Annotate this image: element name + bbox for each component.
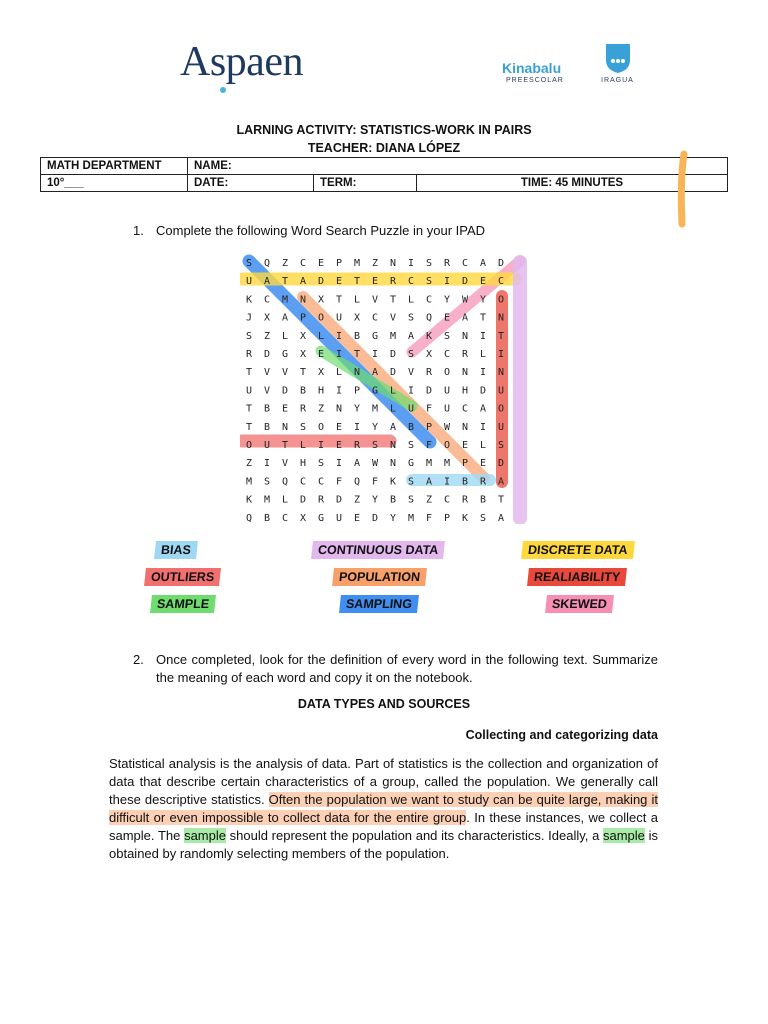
grid-letter: C — [461, 403, 469, 415]
grid-letter: S — [407, 476, 415, 488]
grid-letter: C — [443, 494, 451, 506]
grid-letter: R — [389, 276, 397, 288]
grid-letter: E — [317, 349, 325, 360]
grid-letter: A — [353, 458, 361, 470]
grid-letter: L — [317, 330, 325, 342]
grid-letter: Z — [245, 458, 253, 470]
grid-letter: D — [281, 385, 289, 397]
grid-letter: E — [353, 512, 361, 524]
grid-letter: Z — [353, 494, 361, 506]
grid-letter: L — [335, 367, 343, 379]
grid-letter: K — [461, 512, 469, 524]
grid-letter: T — [245, 421, 253, 433]
grid-letter: H — [461, 385, 469, 397]
grid-letter: M — [281, 294, 289, 306]
grid-letter: S — [299, 421, 307, 433]
grid-letter: L — [353, 294, 361, 306]
grid-letter: U — [407, 403, 415, 415]
grid-letter: I — [371, 349, 379, 360]
grid-letter: Q — [425, 312, 433, 324]
grid-letter: S — [425, 258, 433, 269]
grid-letter: N — [461, 421, 469, 433]
grid-letter: U — [245, 276, 253, 288]
grid-letter: D — [317, 276, 325, 288]
grid-letter: C — [425, 294, 433, 306]
grid-letter: B — [353, 330, 361, 342]
grid-letter: R — [461, 494, 469, 506]
grid-letter: L — [281, 330, 289, 342]
grid-letter: S — [245, 330, 253, 342]
grid-letter: W — [461, 294, 469, 306]
grid-letter: N — [389, 258, 397, 269]
grid-letter: N — [335, 403, 343, 415]
subsection-title: Collecting and categorizing data — [465, 728, 658, 742]
grid-letter: A — [497, 512, 505, 524]
grid-letter: O — [443, 367, 451, 379]
grid-letter: R — [461, 349, 469, 360]
grid-letter: Q — [245, 512, 253, 524]
grid-letter: X — [317, 294, 325, 306]
grid-letter: I — [353, 421, 361, 433]
grid-letter: V — [371, 294, 379, 306]
grid-letter: I — [443, 276, 451, 288]
grid-letter: U — [443, 385, 451, 397]
grid-letter: T — [245, 367, 253, 379]
grid-letter: D — [263, 349, 271, 360]
grid-letter: G — [371, 385, 379, 397]
grid-letter: X — [353, 312, 361, 324]
grid-letter: I — [317, 440, 325, 451]
grid-letter: G — [407, 458, 415, 470]
letter-layer — [246, 258, 504, 524]
grid-letter: D — [497, 458, 505, 470]
grid-letter: F — [425, 440, 433, 451]
grid-letter: L — [389, 385, 397, 397]
grid-letter: M — [425, 458, 433, 470]
paragraph-part: is obtained by randomly selecting members of the population. — [109, 828, 658, 861]
grid-letter: N — [389, 440, 397, 451]
term-field[interactable]: TERM: — [314, 175, 417, 192]
grid-letter: L — [479, 349, 487, 360]
grid-letter: F — [425, 403, 433, 415]
grid-letter: L — [299, 440, 307, 451]
grid-letter: C — [407, 276, 415, 288]
tag-population: POPULATION — [332, 568, 427, 586]
grid-letter: M — [407, 512, 415, 524]
grid-letter: R — [425, 367, 433, 379]
grid-letter: V — [407, 367, 415, 379]
grid-letter: Y — [371, 421, 379, 433]
grid-letter: A — [479, 258, 487, 269]
name-field[interactable]: NAME: — [188, 158, 728, 175]
grid-letter: I — [335, 385, 343, 397]
grid-letter: C — [443, 349, 451, 360]
grid-letter: I — [497, 349, 505, 360]
q1-number: 1. — [133, 223, 144, 238]
grid-letter: M — [353, 258, 361, 269]
time-cell: TIME: 45 MINUTES — [417, 175, 728, 192]
grid-letter: J — [245, 312, 253, 324]
grid-letter: F — [371, 476, 379, 488]
grid-letter: E — [335, 421, 343, 433]
grid-letter: P — [425, 421, 433, 433]
grid-letter: I — [335, 458, 343, 470]
grid-letter: A — [425, 476, 433, 488]
grid-letter: S — [371, 440, 379, 451]
tag-sample: SAMPLE — [150, 595, 216, 613]
grid-letter: P — [335, 258, 343, 269]
grid-letter: V — [389, 312, 397, 324]
grid-letter: I — [335, 349, 343, 360]
grid-letter: V — [263, 385, 271, 397]
grid-letter: P — [461, 458, 469, 470]
grid-letter: N — [461, 367, 469, 379]
grid-letter: C — [299, 258, 307, 269]
grid-letter: T — [353, 276, 361, 288]
grid-letter: Q — [263, 258, 271, 269]
grid-letter: C — [281, 512, 289, 524]
grid-letter: A — [407, 330, 415, 342]
logo-dot-icon — [219, 86, 227, 94]
grid-letter: I — [263, 458, 271, 470]
grid-letter: T — [479, 312, 487, 324]
grid-letter: E — [281, 403, 289, 415]
grid-letter: E — [461, 440, 469, 451]
grid-letter: G — [371, 330, 379, 342]
grid-letter: I — [479, 367, 487, 379]
grid-letter: E — [335, 440, 343, 451]
grid-letter: T — [335, 294, 343, 306]
iragua-logo-text: IRAGUA — [601, 77, 634, 84]
grid-letter: E — [335, 276, 343, 288]
word-search-grid — [240, 252, 540, 524]
grid-letter: H — [317, 385, 325, 397]
grid-letter: U — [497, 385, 505, 397]
grid-letter: S — [407, 494, 415, 506]
grid-letter: C — [497, 276, 505, 288]
grid-letter: V — [281, 367, 289, 379]
grid-letter: S — [317, 458, 325, 470]
grid-letter: M — [371, 403, 379, 415]
grid-letter: X — [317, 367, 325, 379]
grid-letter: R — [443, 258, 451, 269]
grid-letter: E — [479, 276, 487, 288]
grid-letter: X — [299, 512, 307, 524]
marker-scribble — [672, 150, 692, 230]
grid-letter: D — [299, 494, 307, 506]
grid-letter: L — [281, 494, 289, 506]
grid-letter: A — [281, 312, 289, 324]
grid-letter: T — [245, 403, 253, 415]
grid-letter: C — [263, 294, 271, 306]
grid-letter: U — [245, 385, 253, 397]
q1-text: Complete the following Word Search Puzzle in your IPAD — [156, 223, 486, 238]
paragraph-part: . In these instances, we collect a sample. The — [109, 810, 658, 843]
paragraph-part: should represent the population and its characteristics. Ideally, a — [225, 828, 603, 843]
grid-letter: B — [479, 494, 487, 506]
grid-letter: A — [461, 312, 469, 324]
grid-letter: S — [407, 440, 415, 451]
grid-letter: M — [263, 494, 271, 506]
grid-letter: P — [353, 385, 361, 397]
grid-letter: R — [299, 403, 307, 415]
grid-letter: E — [317, 258, 325, 269]
grid-letter: T — [497, 494, 505, 506]
grid-letter: Z — [371, 258, 379, 269]
grid-letter: V — [281, 458, 289, 470]
grid-letter: P — [443, 512, 451, 524]
kinabalu-logo: Kinabalu — [502, 60, 562, 76]
tag-skewed: SKEWED — [545, 595, 614, 613]
grid-letter: E — [479, 458, 487, 470]
paragraph-part: Statistical analysis is the analysis of data. Part of statistics is the collection and organization of data that describe certain characteristics of a group, called the population. We generally call these descriptive statistics. — [109, 756, 658, 807]
grid-letter: S — [263, 476, 271, 488]
grid-letter: Y — [371, 494, 379, 506]
grid-letter: C — [299, 476, 307, 488]
grid-letter: D — [335, 494, 343, 506]
grid-letter: X — [263, 312, 271, 324]
grid-letter: U — [263, 440, 271, 451]
highlighted-population-text: Often the population we want to study can be quite large, making it difficult or even impossible to collect data for the entire group — [109, 792, 658, 825]
grid-letter: D — [389, 349, 397, 360]
iragua-shield-icon — [605, 42, 631, 74]
grid-letter: C — [371, 312, 379, 324]
grid-letter: M — [245, 476, 253, 488]
grid-letter: N — [299, 294, 307, 306]
grid-letter: O — [497, 294, 505, 306]
grid-letter: F — [335, 476, 343, 488]
grid-letter: B — [407, 421, 415, 433]
grid-letter: I — [479, 421, 487, 433]
grid-letter: S — [497, 440, 505, 451]
grid-letter: S — [407, 349, 415, 360]
grid-letter: S — [479, 512, 487, 524]
grid-letter: Z — [425, 494, 433, 506]
header-table — [40, 157, 728, 192]
grid-letter: G — [281, 349, 289, 360]
grid-letter: V — [263, 367, 271, 379]
grid-letter: T — [281, 276, 289, 288]
grid-letter: L — [407, 294, 415, 306]
grid-letter: B — [263, 512, 271, 524]
grid-letter: X — [299, 349, 307, 360]
teacher-title: TEACHER: DIANA LÓPEZ — [307, 141, 461, 155]
grid-letter: A — [497, 476, 505, 488]
grid-letter: B — [299, 385, 307, 397]
grid-letter: C — [461, 258, 469, 269]
grid-letter: D — [479, 385, 487, 397]
highlighted-sample-word: sample — [184, 828, 226, 843]
grid-letter: Y — [443, 294, 451, 306]
grid-letter: R — [479, 476, 487, 488]
grid-letter: X — [299, 330, 307, 342]
grid-letter: W — [371, 458, 379, 470]
grid-letter: S — [425, 276, 433, 288]
tag-discrete-data: DISCRETE DATA — [521, 541, 634, 559]
grid-letter: X — [425, 349, 433, 360]
grid-letter: I — [407, 258, 415, 269]
grid-letter: I — [335, 330, 343, 342]
grid-letter: G — [317, 512, 325, 524]
grid-letter: M — [389, 330, 397, 342]
grid-letter: K — [245, 494, 253, 506]
grid-letter: U — [443, 403, 451, 415]
grid-letter: A — [371, 367, 379, 379]
dept-cell: MATH DEPARTMENT — [41, 158, 188, 175]
grid-letter: O — [497, 403, 505, 415]
grid-letter: I — [479, 330, 487, 342]
grid-letter: N — [497, 312, 505, 324]
grid-letter: E — [371, 276, 379, 288]
grid-letter: L — [389, 403, 397, 415]
tag-outliers: OUTLIERS — [144, 568, 221, 586]
grid-letter: P — [299, 312, 307, 324]
grid-letter: N — [497, 367, 505, 379]
grid-letter: Q — [281, 476, 289, 488]
grid-letter: Z — [281, 258, 289, 269]
grid-letter: K — [389, 476, 397, 488]
grid-letter: Y — [353, 403, 361, 415]
grid-letter: T — [353, 349, 361, 360]
grid-letter: A — [263, 276, 271, 288]
activity-title: LARNING ACTIVITY: STATISTICS-WORK IN PAIRS — [236, 123, 532, 137]
grid-letter: N — [389, 458, 397, 470]
grid-letter: F — [425, 512, 433, 524]
grid-letter: N — [353, 367, 361, 379]
grid-letter: U — [335, 512, 343, 524]
grid-letter: I — [443, 476, 451, 488]
grid-letter: T — [389, 294, 397, 306]
grid-letter: U — [497, 421, 505, 433]
grid-letter: N — [461, 330, 469, 342]
grid-letter: H — [299, 458, 307, 470]
grid-letter: Z — [263, 330, 271, 342]
grid-letter: Y — [389, 512, 397, 524]
grid-letter: N — [281, 421, 289, 433]
grid-letter: R — [317, 494, 325, 506]
q2-text: Once completed, look for the definition of every word in the following text. Summarize the meaning of each word and copy it on the notebook. — [156, 652, 658, 685]
paragraph — [109, 755, 658, 863]
q2-number: 2. — [133, 652, 144, 667]
grid-letter: O — [245, 440, 253, 451]
grid-letter: B — [263, 403, 271, 415]
grid-letter: S — [245, 258, 253, 269]
grid-letter: O — [317, 421, 325, 433]
tag-continuous-data: CONTINUOUS DATA — [311, 541, 445, 559]
grid-letter: B — [389, 494, 397, 506]
tag-bias: BIAS — [154, 541, 198, 559]
grid-letter: D — [371, 512, 379, 524]
grid-letter: D — [425, 385, 433, 397]
grid-letter: A — [389, 421, 397, 433]
grid-letter: I — [407, 385, 415, 397]
grid-letter: S — [443, 330, 451, 342]
grid-letter: W — [443, 421, 451, 433]
grid-letter: B — [461, 476, 469, 488]
grid-letter: O — [443, 440, 451, 451]
grid-letter: R — [245, 349, 253, 360]
grid-letter: S — [407, 312, 415, 324]
grid-letter: T — [299, 367, 307, 379]
grid-letter: Z — [317, 403, 325, 415]
grid-letter: E — [443, 312, 451, 324]
grid-letter: C — [317, 476, 325, 488]
grid-letter: M — [443, 458, 451, 470]
grid-letter: Y — [479, 294, 487, 306]
kinabalu-subtitle: PREESCOLAR — [506, 77, 564, 84]
grid-letter: T — [281, 440, 289, 451]
highlighted-sample-word: sample — [602, 828, 645, 843]
date-field[interactable]: DATE: — [188, 175, 314, 192]
grid-letter: K — [245, 294, 253, 306]
grid-letter: T — [497, 330, 505, 342]
tag-sampling: SAMPLING — [339, 595, 419, 613]
grid-letter: B — [263, 421, 271, 433]
grid-letter: U — [335, 312, 343, 324]
grid-letter: Q — [353, 476, 361, 488]
grid-letter: O — [317, 312, 325, 324]
grade-field[interactable]: 10°___ — [41, 175, 188, 192]
grid-letter: D — [389, 367, 397, 379]
aspaen-logo: Aspaen — [180, 39, 303, 85]
grid-letter: A — [479, 403, 487, 415]
grid-letter: R — [353, 440, 361, 451]
grid-letter: D — [497, 258, 505, 269]
section-title: DATA TYPES AND SOURCES — [297, 697, 471, 711]
grid-letter: A — [299, 276, 307, 288]
grid-letter: L — [479, 440, 487, 451]
tag-realiability: REALIABILITY — [527, 568, 627, 586]
grid-letter: D — [461, 276, 469, 288]
grid-letter: K — [425, 330, 433, 342]
